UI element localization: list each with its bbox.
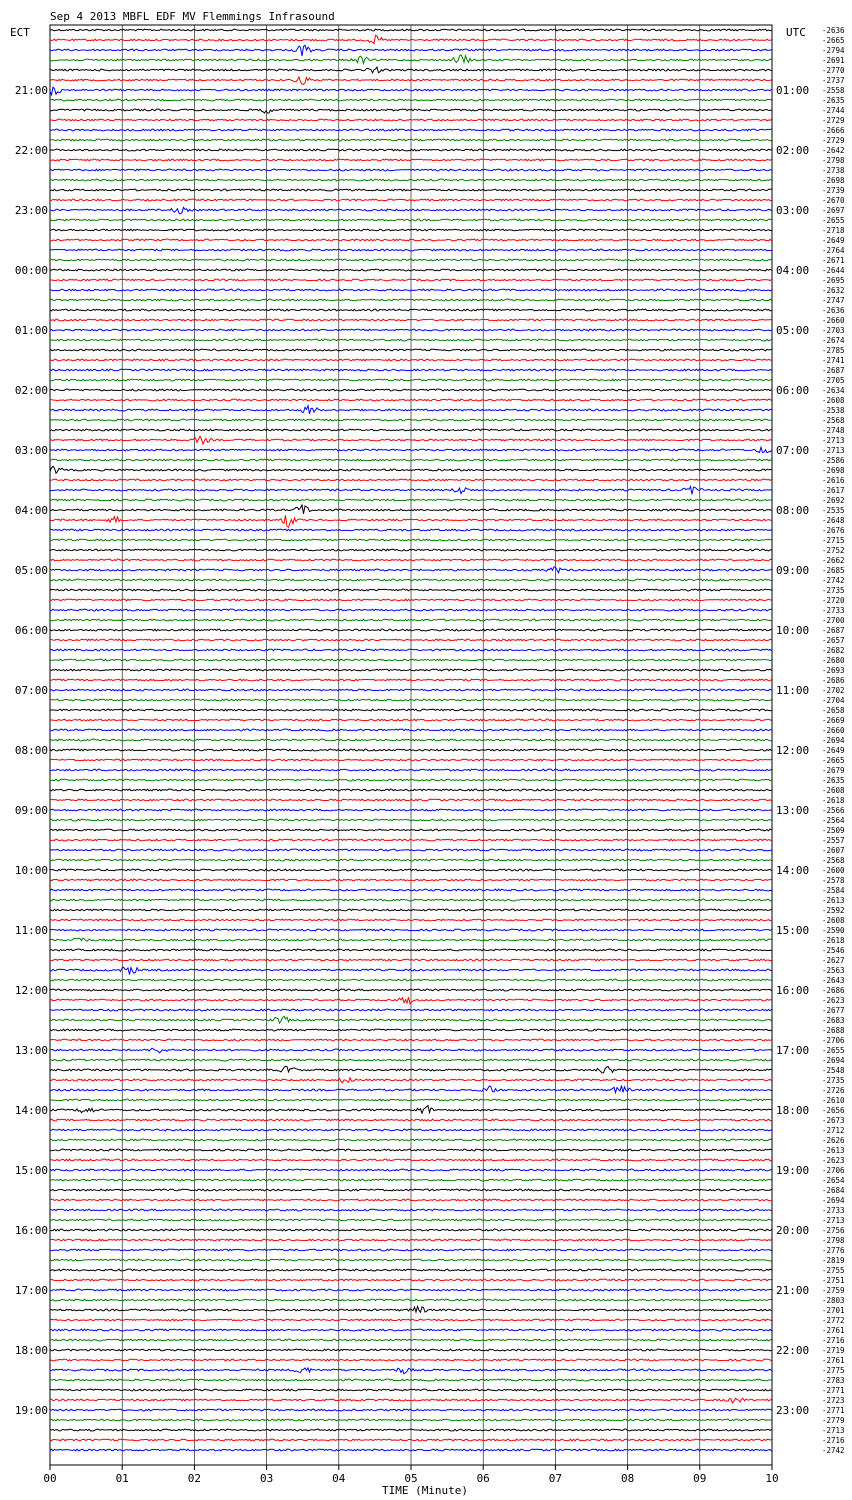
x-tick-label: 03 (259, 1472, 274, 1485)
right-hour-label: 16:00 (776, 984, 810, 997)
trace-offset-label: -2590 (822, 926, 845, 935)
trace-offset-label: -2632 (822, 286, 845, 295)
trace-offset-label: -2761 (822, 1356, 845, 1365)
trace-offset-label: -2563 (822, 966, 845, 975)
trace-offset-label: -2636 (822, 306, 845, 315)
trace-offset-label: -2680 (822, 656, 845, 665)
trace-offset-label: -2723 (822, 1396, 845, 1405)
trace-offset-label: -2616 (822, 476, 845, 485)
trace-offset-label: -2618 (822, 936, 845, 945)
trace-offset-label: -2642 (822, 146, 845, 155)
trace-offset-label: -2654 (822, 1176, 845, 1185)
trace-offset-label: -2636 (822, 26, 845, 35)
left-hour-label: 13:00 (14, 1044, 48, 1057)
trace-line (50, 149, 772, 151)
trace-offset-label: -2608 (822, 786, 845, 795)
trace-offset-label: -2779 (822, 1416, 845, 1425)
trace-offset-label: -2677 (822, 1006, 845, 1015)
trace-offset-label: -2578 (822, 876, 845, 885)
trace-offset-label: -2735 (822, 1076, 845, 1085)
x-axis-label: TIME (Minute) (381, 1484, 469, 1497)
right-hour-label: 06:00 (776, 384, 810, 397)
trace-offset-label: -2688 (822, 1026, 845, 1035)
left-hour-label: 03:00 (14, 444, 48, 457)
trace-offset-label: -2557 (822, 836, 845, 845)
right-hour-label: 07:00 (776, 444, 810, 457)
trace-offset-label: -2747 (822, 296, 845, 305)
trace-offset-label: -2713 (822, 436, 845, 445)
left-hour-label: 19:00 (14, 1404, 48, 1417)
trace-offset-label: -2648 (822, 516, 845, 525)
x-tick-label: 02 (187, 1472, 202, 1485)
trace-offset-label: -2771 (822, 1386, 845, 1395)
trace-line (50, 1339, 772, 1341)
right-hour-label: 14:00 (776, 864, 810, 877)
right-hour-label: 08:00 (776, 504, 810, 517)
trace-offset-label: -2803 (822, 1296, 845, 1305)
left-hour-label: 15:00 (14, 1164, 48, 1177)
left-hour-label: 06:00 (14, 624, 48, 637)
trace-offset-label: -2742 (822, 1446, 845, 1455)
trace-offset-label: -2607 (822, 846, 845, 855)
trace-offset-label: -2649 (822, 746, 845, 755)
trace-offset-label: -2584 (822, 886, 845, 895)
left-hour-label: 14:00 (14, 1104, 48, 1117)
trace-offset-label: -2657 (822, 636, 845, 645)
trace-offset-label: -2744 (822, 106, 845, 115)
x-tick-label: 07 (548, 1472, 563, 1485)
trace-offset-label: -2697 (822, 206, 845, 215)
trace-offset-label: -2783 (822, 1376, 845, 1385)
left-hour-label: 18:00 (14, 1344, 48, 1357)
right-hour-label: 23:00 (776, 1404, 810, 1417)
right-hour-label: 02:00 (776, 144, 810, 157)
right-hour-label: 13:00 (776, 804, 810, 817)
trace-offset-label: -2694 (822, 1196, 845, 1205)
trace-offset-label: -2764 (822, 246, 845, 255)
left-hour-labels (15, 84, 48, 1417)
left-timezone-label: ECT (10, 26, 30, 39)
trace-offset-label: -2720 (822, 596, 845, 605)
trace-line (50, 1009, 772, 1011)
trace-offset-label: -2568 (822, 416, 845, 425)
trace-offset-label: -2694 (822, 736, 845, 745)
left-hour-label: 05:00 (14, 564, 48, 577)
trace-offset-label: -2698 (822, 466, 845, 475)
trace-offset-label: -2752 (822, 546, 845, 555)
trace-offset-label: -2704 (822, 696, 845, 705)
trace-offset-label: -2716 (822, 1436, 845, 1445)
trace-offset-label: -2692 (822, 496, 845, 505)
trace-offset-label: -2748 (822, 426, 845, 435)
trace-offset-label: -2701 (822, 1306, 845, 1315)
trace-offset-label: -2626 (822, 1136, 845, 1145)
left-hour-label: 11:00 (14, 924, 48, 937)
left-hour-label: 08:00 (14, 744, 48, 757)
trace-offset-label: -2735 (822, 586, 845, 595)
trace-offset-label: -2700 (822, 616, 845, 625)
trace-offset-label: -2592 (822, 906, 845, 915)
left-hour-label: 04:00 (14, 504, 48, 517)
right-hour-label: 03:00 (776, 204, 810, 217)
left-hour-label: 02:00 (14, 384, 48, 397)
x-tick-label: 05 (404, 1472, 418, 1485)
trace-offset-label: -2679 (822, 766, 845, 775)
trace-offset-label: -2712 (822, 1126, 845, 1135)
left-hour-label: 21:00 (14, 84, 48, 97)
trace-offset-label: -2706 (822, 1166, 845, 1175)
trace-offset-label: -2566 (822, 806, 845, 815)
trace-offset-label: -2698 (822, 176, 845, 185)
trace-offset-label: -2702 (822, 686, 845, 695)
trace-offset-label: -2608 (822, 916, 845, 925)
trace-offset-label: -2684 (822, 1186, 845, 1195)
trace-offset-label: -2627 (822, 956, 845, 965)
trace-offset-label: -2613 (822, 896, 845, 905)
trace-offset-label: -2509 (822, 826, 845, 835)
right-timezone-label: UTC (786, 26, 806, 39)
trace-offset-label: -2742 (822, 576, 845, 585)
trace-offset-label: -2706 (822, 1036, 845, 1045)
trace-offset-label: -2761 (822, 1326, 845, 1335)
trace-offset-label: -2718 (822, 226, 845, 235)
trace-offset-label: -2665 (822, 756, 845, 765)
trace-line (50, 869, 772, 871)
trace-offset-label: -2751 (822, 1276, 845, 1285)
trace-offset-label: -2535 (822, 506, 845, 515)
trace-offset-label: -2634 (822, 386, 845, 395)
trace-offset-label: -2665 (822, 36, 845, 45)
trace-offset-label: -2618 (822, 796, 845, 805)
trace-offset-label: -2759 (822, 1286, 845, 1295)
right-hour-label: 21:00 (776, 1284, 810, 1297)
trace-offset-label: -2703 (822, 326, 845, 335)
trace-offset-label: -2756 (822, 1226, 845, 1235)
trace-offset-label: -2771 (822, 1406, 845, 1415)
trace-offset-label: -2660 (822, 316, 845, 325)
x-axis-ticks (43, 1465, 778, 1485)
trace-offset-label: -2600 (822, 866, 845, 875)
trace-offset-label: -2568 (822, 856, 845, 865)
trace-offset-label: -2713 (822, 446, 845, 455)
right-hour-label: 17:00 (776, 1044, 810, 1057)
left-hour-label: 17:00 (14, 1284, 48, 1297)
trace-offset-label: -2705 (822, 376, 845, 385)
right-hour-label: 04:00 (776, 264, 810, 277)
trace-offset-label: -2737 (822, 76, 845, 85)
trace-offset-label: -2755 (822, 1266, 845, 1275)
trace-offset-label: -2623 (822, 1156, 845, 1165)
trace-offset-label: -2770 (822, 66, 845, 75)
left-hour-label: 12:00 (14, 984, 48, 997)
trace-offset-label: -2785 (822, 346, 845, 355)
trace-offset-label: -2713 (822, 1426, 845, 1435)
x-tick-label: 04 (332, 1472, 346, 1485)
trace-offset-label: -2613 (822, 1146, 845, 1155)
trace-offset-label: -2660 (822, 726, 845, 735)
trace-offset-label: -2564 (822, 816, 845, 825)
trace-offset-label: -2658 (822, 706, 845, 715)
trace-offset-label: -2649 (822, 236, 845, 245)
trace-offset-label: -2546 (822, 946, 845, 955)
right-hour-label: 01:00 (776, 84, 810, 97)
trace-offset-label: -2687 (822, 626, 845, 635)
trace-offset-label: -2623 (822, 996, 845, 1005)
trace-offset-label: -2548 (822, 1066, 845, 1075)
trace-offset-label: -2715 (822, 536, 845, 545)
right-hour-label: 10:00 (776, 624, 810, 637)
trace-offset-label: -2662 (822, 556, 845, 565)
x-tick-label: 08 (620, 1472, 635, 1485)
trace-offset-label: -2656 (822, 1106, 845, 1115)
trace-offset-label: -2716 (822, 1336, 845, 1345)
right-hour-label: 15:00 (776, 924, 810, 937)
trace-offset-label: -2798 (822, 1236, 845, 1245)
trace-offset-label: -2719 (822, 1346, 845, 1355)
x-tick-label: 06 (476, 1472, 490, 1485)
right-hour-label: 09:00 (776, 564, 810, 577)
right-hour-label: 22:00 (776, 1344, 810, 1357)
trace-offset-label: -2729 (822, 136, 845, 145)
right-hour-label: 05:00 (776, 324, 810, 337)
trace-offset-label: -2772 (822, 1316, 845, 1325)
trace-offset-label: -2683 (822, 1016, 845, 1025)
trace-offset-label: -2794 (822, 46, 845, 55)
trace-offset-label: -2586 (822, 456, 845, 465)
trace-offset-label: -2655 (822, 216, 845, 225)
x-tick-label: 09 (693, 1472, 707, 1485)
trace-offset-label: -2819 (822, 1256, 845, 1265)
trace-offset-label: -2643 (822, 976, 845, 985)
trace-offset-label: -2695 (822, 276, 845, 285)
left-hour-label: 16:00 (14, 1224, 48, 1237)
trace-offset-label: -2729 (822, 116, 845, 125)
right-hour-label: 12:00 (776, 744, 810, 757)
trace-offset-label: -2798 (822, 156, 845, 165)
left-hour-label: 09:00 (14, 804, 48, 817)
trace-offset-label: -2635 (822, 96, 845, 105)
right-hour-label: 19:00 (776, 1164, 810, 1177)
trace-offset-label: -2670 (822, 196, 845, 205)
right-hour-labels (776, 84, 809, 1417)
trace-offset-label: -2687 (822, 366, 845, 375)
right-hour-label: 18:00 (776, 1104, 810, 1117)
trace-offset-label: -2733 (822, 1206, 845, 1215)
trace-offset-label: -2726 (822, 1086, 845, 1095)
trace-offset-label: -2738 (822, 166, 845, 175)
trace-offset-label: -2644 (822, 266, 845, 275)
trace-offset-label: -2608 (822, 396, 845, 405)
trace-offset-label: -2673 (822, 1116, 845, 1125)
left-hour-label: 00:00 (14, 264, 48, 277)
trace-offset-label: -2674 (822, 336, 845, 345)
trace-line (50, 759, 772, 761)
trace-offset-label: -2693 (822, 666, 845, 675)
trace-offset-label: -2558 (822, 86, 845, 95)
trace-offset-label: -2676 (822, 526, 845, 535)
trace-offset-label: -2666 (822, 126, 845, 135)
trace-offset-label: -2733 (822, 606, 845, 615)
trace-offset-label: -2610 (822, 1096, 845, 1105)
left-hour-label: 01:00 (14, 324, 48, 337)
trace-offset-label: -2682 (822, 646, 845, 655)
trace-offset-label: -2741 (822, 356, 845, 365)
trace-offset-label: -2538 (822, 406, 845, 415)
left-hour-label: 22:00 (14, 144, 48, 157)
trace-offset-label: -2635 (822, 776, 845, 785)
trace-offset-label: -2776 (822, 1246, 845, 1255)
left-hour-label: 07:00 (14, 684, 48, 697)
trace-offset-label: -2713 (822, 1216, 845, 1225)
trace-offset-label: -2775 (822, 1366, 845, 1375)
x-tick-label: 01 (115, 1472, 129, 1485)
trace-offset-label: -2655 (822, 1046, 845, 1055)
left-hour-label: 10:00 (14, 864, 48, 877)
chart-title: Sep 4 2013 MBFL EDF MV Flemmings Infrasound (50, 10, 335, 23)
left-hour-label: 23:00 (14, 204, 48, 217)
trace-offset-label: -2671 (822, 256, 845, 265)
trace-offset-label: -2617 (822, 486, 845, 495)
trace-offset-labels (822, 26, 845, 1455)
right-hour-label: 20:00 (776, 1224, 810, 1237)
trace-offset-label: -2694 (822, 1056, 845, 1065)
trace-offset-label: -2686 (822, 986, 845, 995)
trace-offset-label: -2685 (822, 566, 845, 575)
trace-offset-label: -2691 (822, 56, 845, 65)
right-hour-label: 11:00 (776, 684, 810, 697)
x-tick-label: 00 (43, 1472, 57, 1485)
trace-offset-label: -2686 (822, 676, 845, 685)
trace-offset-label: -2669 (822, 716, 845, 725)
x-tick-label: 10 (765, 1472, 779, 1485)
trace-offset-label: -2739 (822, 186, 845, 195)
